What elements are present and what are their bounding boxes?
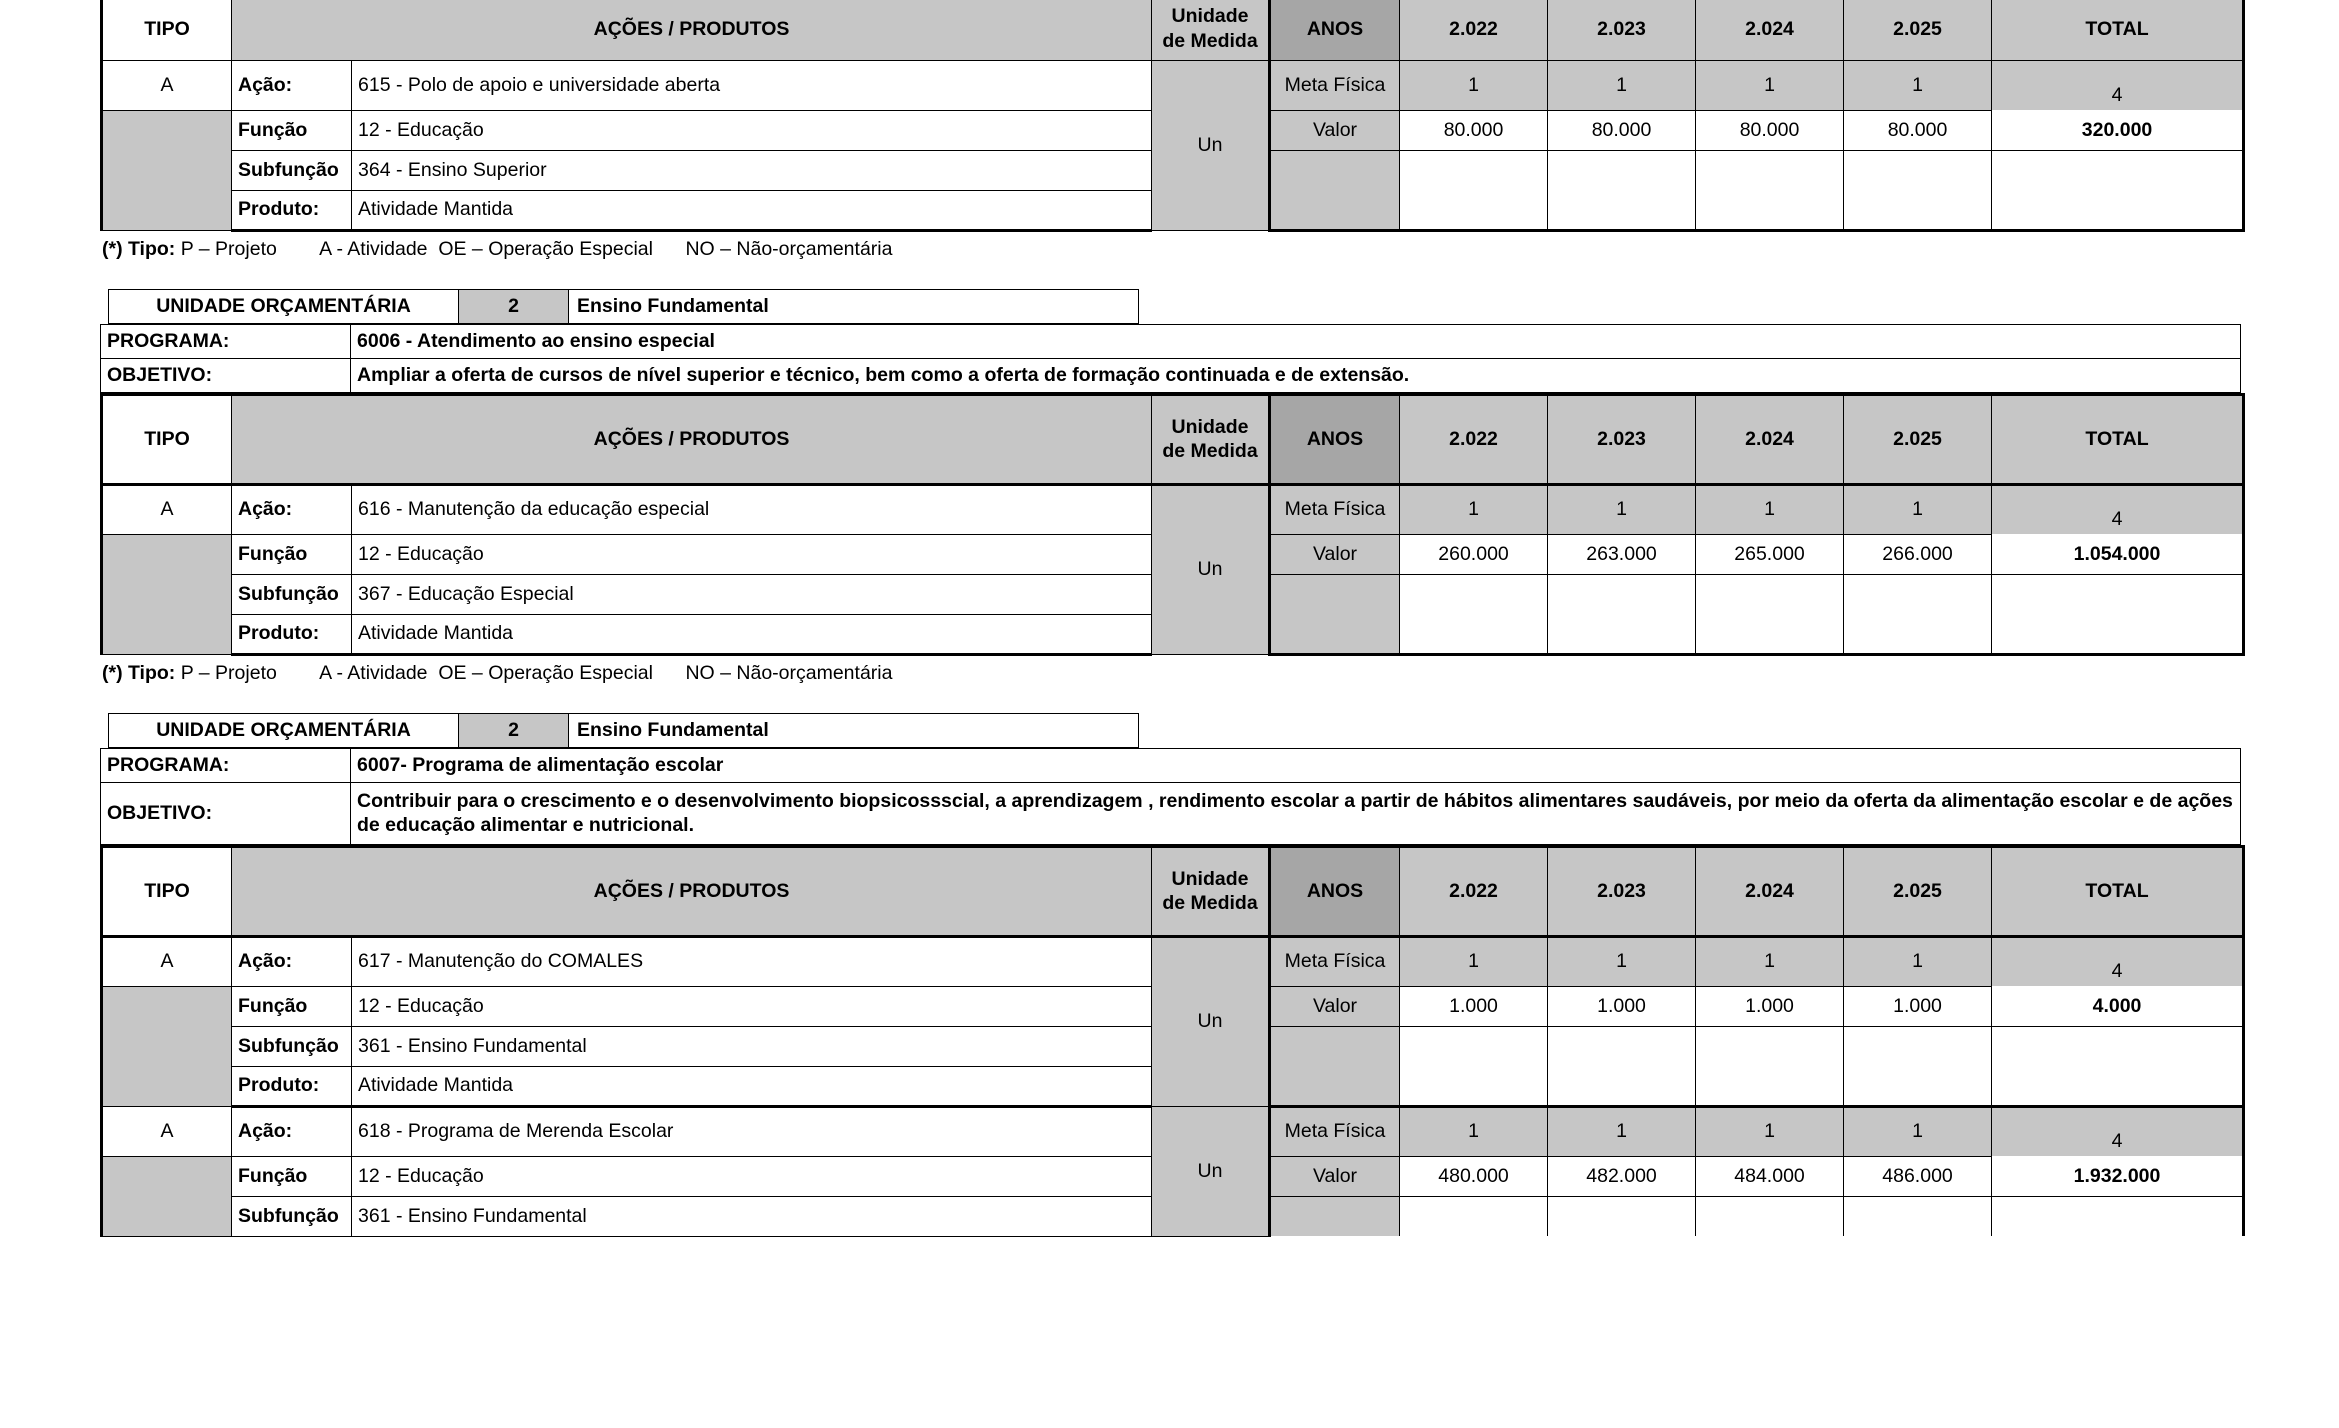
cell-blank-total-2 [1992, 1066, 2244, 1106]
document-body [100, 0, 2240, 1237]
cell-valor-2022: 480.000 [1400, 1156, 1548, 1196]
cell-valor-2023: 80.000 [1548, 110, 1696, 150]
unit-label: UNIDADE ORÇAMENTÁRIA [109, 713, 459, 747]
cell-blank-2024-2 [1696, 1066, 1844, 1106]
cell-meta-2023: 1 [1548, 484, 1696, 534]
header-unidade-line2: de Medida [1162, 440, 1258, 462]
programa-row [101, 748, 2241, 782]
cell-tipo: A [102, 936, 232, 986]
cell-meta-fisica-label: Meta Física [1270, 484, 1400, 534]
cell-blank-2024-1 [1696, 1026, 1844, 1066]
cell-meta-2022: 1 [1400, 484, 1548, 534]
cell-valor-2023: 482.000 [1548, 1156, 1696, 1196]
label-funcao: Função [232, 986, 352, 1026]
cell-acao-desc: 618 - Programa de Merenda Escolar [352, 1106, 1152, 1156]
cell-meta-total: 4 [1992, 936, 2244, 986]
cell-subfuncao-desc: 367 - Educação Especial [352, 574, 1152, 614]
footnote-prefix-2: (*) [102, 661, 123, 684]
cell-blank-2025-1 [1844, 1026, 1992, 1066]
cell-blank-total-1 [1992, 1026, 2244, 1066]
header-acoes-produtos: AÇÕES / PRODUTOS [232, 394, 1152, 484]
program-header-6007 [100, 748, 2241, 845]
label-acao: Ação: [232, 1106, 352, 1156]
cell-valor-2024: 265.000 [1696, 534, 1844, 574]
cell-valor-2024: 1.000 [1696, 986, 1844, 1026]
header-2024: 2.024 [1696, 846, 1844, 936]
cell-anos-filler-2 [1270, 1066, 1400, 1106]
cell-meta-2023: 1 [1548, 1106, 1696, 1156]
cell-blank-2023-2 [1548, 1066, 1696, 1106]
label-subfuncao: Subfunção [232, 1026, 352, 1066]
cell-acao-desc: 616 - Manutenção da educação especial [352, 484, 1152, 534]
cell-valor-label: Valor [1270, 534, 1400, 574]
cell-valor-2025: 1.000 [1844, 986, 1992, 1026]
cell-valor-2022: 80.000 [1400, 110, 1548, 150]
label-programa: PROGRAMA: [101, 748, 351, 782]
value-programa: 6007- Programa de alimentação escolar [351, 748, 2241, 782]
cell-subfuncao-desc: 361 - Ensino Fundamental [352, 1026, 1152, 1066]
cell-valor-2023: 263.000 [1548, 534, 1696, 574]
programa-row [101, 324, 2241, 358]
header-unidade-medida [1152, 846, 1270, 936]
cell-meta-2023: 1 [1548, 60, 1696, 110]
cell-acao-desc: 615 - Polo de apoio e universidade aberta [352, 60, 1152, 110]
cell-meta-2022: 1 [1400, 60, 1548, 110]
label-produto: Produto: [232, 614, 352, 654]
cell-meta-2024: 1 [1696, 1106, 1844, 1156]
cell-tipo-filler [102, 110, 232, 230]
label-funcao: Função [232, 534, 352, 574]
cell-meta-2025: 1 [1844, 1106, 1992, 1156]
header-unidade-line1: Unidade [1171, 415, 1249, 438]
cell-blank-2023-1 [1548, 574, 1696, 614]
header-tipo: TIPO [102, 0, 232, 60]
table-row-acao [102, 1106, 2244, 1156]
cell-meta-2022: 1 [1400, 1106, 1548, 1156]
cell-produto-desc: Atividade Mantida [352, 190, 1152, 230]
cell-tipo-filler [102, 534, 232, 654]
footnote-items-2: P – Projeto A - Atividade OE – Operação Especial NO – Não-orçamentária [180, 661, 893, 684]
label-subfuncao: Subfunção [232, 1196, 352, 1236]
budget-action-table-6007 [100, 845, 2245, 1237]
cell-valor-2024: 484.000 [1696, 1156, 1844, 1196]
label-acao: Ação: [232, 936, 352, 986]
label-objetivo: OBJETIVO: [101, 358, 351, 392]
cell-meta-2022: 1 [1400, 936, 1548, 986]
cell-blank-2022-2 [1400, 614, 1548, 654]
table-row-acao [102, 936, 2244, 986]
header-2025: 2.025 [1844, 394, 1992, 484]
cell-valor-2025: 80.000 [1844, 110, 1992, 150]
program-header-6006 [100, 324, 2241, 393]
value-objetivo: Ampliar a oferta de cursos de nível superior e técnico, bem como a oferta de formação continuada e de extensão. [351, 358, 2241, 392]
footnote-prefix-1: (*) [102, 237, 123, 260]
cell-anos-filler-1 [1270, 1196, 1400, 1236]
cell-blank-2022-2 [1400, 190, 1548, 230]
unit-header-6007 [108, 713, 1139, 748]
footnote-tipo-label-1: Tipo: [128, 237, 176, 260]
cell-valor-total: 1.932.000 [1992, 1156, 2244, 1196]
header-2022: 2.022 [1400, 394, 1548, 484]
cell-valor-label: Valor [1270, 1156, 1400, 1196]
cell-funcao-desc: 12 - Educação [352, 534, 1152, 574]
table-header-row [102, 846, 2244, 936]
header-anos: ANOS [1270, 846, 1400, 936]
header-acoes-produtos: AÇÕES / PRODUTOS [232, 0, 1152, 60]
cell-produto-desc: Atividade Mantida [352, 614, 1152, 654]
header-unidade-line2: de Medida [1162, 29, 1258, 52]
cell-valor-2025: 266.000 [1844, 534, 1992, 574]
header-2024: 2.024 [1696, 0, 1844, 60]
cell-meta-2025: 1 [1844, 60, 1992, 110]
footnote-1 [100, 232, 2240, 261]
cell-produto-desc: Atividade Mantida [352, 1066, 1152, 1106]
header-acoes-produtos: AÇÕES / PRODUTOS [232, 846, 1152, 936]
header-anos: ANOS [1270, 394, 1400, 484]
header-2023: 2.023 [1548, 394, 1696, 484]
header-2025: 2.025 [1844, 846, 1992, 936]
cell-tipo: A [102, 484, 232, 534]
header-2022: 2.022 [1400, 0, 1548, 60]
header-2025: 2.025 [1844, 0, 1992, 60]
cell-blank-total-1 [1992, 150, 2244, 190]
label-acao: Ação: [232, 60, 352, 110]
unit-name: Ensino Fundamental [569, 713, 1139, 747]
header-2022: 2.022 [1400, 846, 1548, 936]
objetivo-row [101, 782, 2241, 844]
cell-funcao-desc: 12 - Educação [352, 110, 1152, 150]
table-row-acao [102, 60, 2244, 110]
cell-anos-filler-1 [1270, 1026, 1400, 1066]
cell-meta-total: 4 [1992, 484, 2244, 534]
header-anos: ANOS [1270, 0, 1400, 60]
cell-valor-2022: 1.000 [1400, 986, 1548, 1026]
cell-tipo: A [102, 1106, 232, 1156]
cell-meta-2025: 1 [1844, 936, 1992, 986]
cell-funcao-desc: 12 - Educação [352, 1156, 1152, 1196]
table-header-row [102, 394, 2244, 484]
cell-meta-2023: 1 [1548, 936, 1696, 986]
cell-tipo-filler [102, 986, 232, 1106]
objetivo-row [101, 358, 2241, 392]
cell-blank-2024-2 [1696, 190, 1844, 230]
cell-blank-2025-2 [1844, 1066, 1992, 1106]
cell-valor-total: 1.054.000 [1992, 534, 2244, 574]
header-unidade-medida [1152, 394, 1270, 484]
label-objetivo: OBJETIVO: [101, 782, 351, 844]
cell-blank-2024-2 [1696, 614, 1844, 654]
cell-blank-2022-2 [1400, 1066, 1548, 1106]
cell-valor-label: Valor [1270, 110, 1400, 150]
cell-blank-2023-2 [1548, 614, 1696, 654]
value-programa: 6006 - Atendimento ao ensino especial [351, 324, 2241, 358]
cell-blank-2025-2 [1844, 614, 1992, 654]
header-unidade-line1: Unidade [1171, 5, 1249, 28]
cell-blank-2025-1 [1844, 150, 1992, 190]
cell-blank-2024-1 [1696, 574, 1844, 614]
label-produto: Produto: [232, 190, 352, 230]
header-total: TOTAL [1992, 394, 2244, 484]
header-tipo: TIPO [102, 394, 232, 484]
cell-blank-2024-1 [1696, 150, 1844, 190]
footnote-tipo-label-2: Tipo: [128, 661, 176, 684]
cell-valor-2023: 1.000 [1548, 986, 1696, 1026]
footnote-2 [100, 656, 2240, 685]
cell-valor-2024: 80.000 [1696, 110, 1844, 150]
label-funcao: Função [232, 110, 352, 150]
table-row-acao [102, 484, 2244, 534]
header-total: TOTAL [1992, 846, 2244, 936]
cell-blank-total-2 [1992, 614, 2244, 654]
unit-label: UNIDADE ORÇAMENTÁRIA [109, 289, 459, 323]
budget-action-table-615 [100, 0, 2245, 232]
cell-subfuncao-desc: 364 - Ensino Superior [352, 150, 1152, 190]
value-objetivo: Contribuir para o crescimento e o desenvolvimento biopsicossscial, a aprendizagem , rendimento escolar a partir de hábitos alimentares saudáveis, por meio da oferta da alimentação escolar e de ações de educação alimentar e nutricional. [351, 782, 2241, 844]
cell-meta-total: 4 [1992, 1106, 2244, 1156]
label-funcao: Função [232, 1156, 352, 1196]
cell-blank-total-1 [1992, 1196, 2244, 1236]
cell-funcao-desc: 12 - Educação [352, 986, 1152, 1026]
unit-code: 2 [459, 713, 569, 747]
cell-anos-filler-2 [1270, 614, 1400, 654]
cell-blank-2023-1 [1548, 1026, 1696, 1066]
cell-meta-2024: 1 [1696, 936, 1844, 986]
cell-blank-2022-1 [1400, 1196, 1548, 1236]
cell-valor-label: Valor [1270, 986, 1400, 1026]
header-2024: 2.024 [1696, 394, 1844, 484]
unit-name: Ensino Fundamental [569, 289, 1139, 323]
cell-unidade-medida: Un [1152, 484, 1270, 654]
cell-meta-fisica-label: Meta Física [1270, 936, 1400, 986]
cell-unidade-medida: Un [1152, 60, 1270, 230]
cell-meta-fisica-label: Meta Física [1270, 60, 1400, 110]
cell-meta-2025: 1 [1844, 484, 1992, 534]
cell-blank-2025-2 [1844, 190, 1992, 230]
cell-blank-2022-1 [1400, 1026, 1548, 1066]
label-produto: Produto: [232, 1066, 352, 1106]
table-header-row [102, 0, 2244, 60]
unit-header-6006 [108, 289, 1139, 324]
cell-blank-2022-1 [1400, 574, 1548, 614]
cell-subfuncao-desc: 361 - Ensino Fundamental [352, 1196, 1152, 1236]
label-programa: PROGRAMA: [101, 324, 351, 358]
cell-unidade-medida: Un [1152, 1106, 1270, 1236]
label-subfuncao: Subfunção [232, 574, 352, 614]
cell-blank-total-2 [1992, 190, 2244, 230]
header-2023: 2.023 [1548, 846, 1696, 936]
cell-valor-2022: 260.000 [1400, 534, 1548, 574]
cell-tipo: A [102, 60, 232, 110]
cell-unidade-medida: Un [1152, 936, 1270, 1106]
header-tipo: TIPO [102, 846, 232, 936]
cell-meta-total: 4 [1992, 60, 2244, 110]
cell-anos-filler-2 [1270, 190, 1400, 230]
cell-blank-2023-1 [1548, 150, 1696, 190]
cell-meta-2024: 1 [1696, 60, 1844, 110]
cell-blank-total-1 [1992, 574, 2244, 614]
cell-blank-2024-1 [1696, 1196, 1844, 1236]
cell-valor-total: 4.000 [1992, 986, 2244, 1026]
label-subfuncao: Subfunção [232, 150, 352, 190]
header-unidade-line1: Unidade [1171, 867, 1249, 890]
cell-anos-filler-1 [1270, 574, 1400, 614]
cell-valor-total: 320.000 [1992, 110, 2244, 150]
cell-meta-fisica-label: Meta Física [1270, 1106, 1400, 1156]
budget-action-table-616 [100, 393, 2245, 656]
unit-code: 2 [459, 289, 569, 323]
cell-blank-2022-1 [1400, 150, 1548, 190]
cell-valor-2025: 486.000 [1844, 1156, 1992, 1196]
cell-acao-desc: 617 - Manutenção do COMALES [352, 936, 1152, 986]
cell-meta-2024: 1 [1696, 484, 1844, 534]
label-acao: Ação: [232, 484, 352, 534]
footnote-items-1: P – Projeto A - Atividade OE – Operação Especial NO – Não-orçamentária [180, 237, 893, 260]
header-2023: 2.023 [1548, 0, 1696, 60]
cell-blank-2025-1 [1844, 1196, 1992, 1236]
cell-anos-filler-1 [1270, 150, 1400, 190]
cell-tipo-filler [102, 1156, 232, 1236]
header-unidade-line2: de Medida [1162, 892, 1258, 914]
header-unidade-medida [1152, 0, 1270, 60]
cell-blank-2023-2 [1548, 190, 1696, 230]
cell-blank-2023-1 [1548, 1196, 1696, 1236]
cell-blank-2025-1 [1844, 574, 1992, 614]
header-total: TOTAL [1992, 0, 2244, 60]
